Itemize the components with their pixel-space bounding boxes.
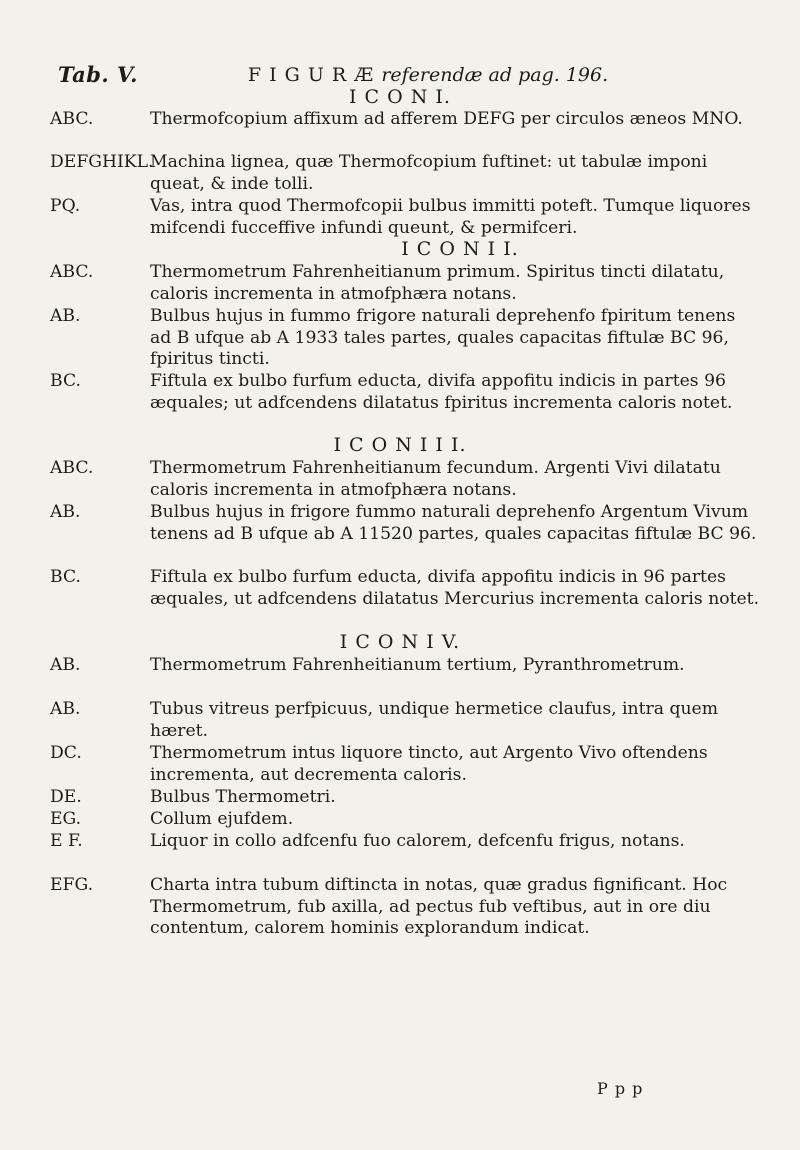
entry-label: ABC. xyxy=(50,458,94,478)
entry-1 xyxy=(50,109,760,131)
icon-heading-3: I C O N I I I. xyxy=(333,434,467,456)
entry-label: PQ. xyxy=(50,196,81,216)
figura-heading xyxy=(28,64,800,86)
entry-6 xyxy=(50,371,760,414)
entry-4 xyxy=(50,262,760,305)
entry-text: Bulbus hujus in fummo frigore naturali deprehenfo fpiritum tenens ad B ufque ab A 1933 tales partes, quales capacitas fiftulæ BC 96, fpiritus tincti. xyxy=(150,306,736,370)
entry-text: Charta intra tubum diftincta in notas, quæ gradus fignificant. Hoc Thermometrum, fub axilla, ad pectus fub veftibus, aut in ore diu contentum, calorem hominis explorandum indicat. xyxy=(150,875,728,939)
entry-label: AB. xyxy=(50,502,81,522)
entry-label: BC. xyxy=(50,371,81,391)
entry-8 xyxy=(50,502,760,545)
entry-text: Thermometrum intus liquore tincto, aut Argento Vivo oftendens incrementa, aut decrementa caloris. xyxy=(150,743,708,785)
entry-text: Collum ejufdem. xyxy=(150,809,294,829)
entry-14 xyxy=(50,809,760,831)
entry-5 xyxy=(50,306,760,371)
entry-text: Liquor in collo adfcenfu fuo calorem, defcenfu frigus, notans. xyxy=(150,831,685,851)
entry-text: Thermometrum Fahrenheitianum tertium, Pyranthrometrum. xyxy=(150,655,685,675)
icon-heading-1: I C O N I. xyxy=(349,86,451,108)
entry-3 xyxy=(50,196,760,239)
entry-text: Thermometrum Fahrenheitianum fecundum. Argenti Vivi dilatatu caloris incrementa in atmofphæra notans. xyxy=(150,458,721,500)
entry-label: BC. xyxy=(50,567,81,587)
entry-label: ABC. xyxy=(50,262,94,282)
entry-label: DE. xyxy=(50,787,82,807)
entry-text: Fiftula ex bulbo furfum educta, divifa appofitu indicis in partes 96 æquales; ut adfcendens dilatatus fpiritus incrementa caloris notet. xyxy=(150,371,733,413)
entry-label: DEFGHIKL. xyxy=(50,152,154,172)
entry-label: AB. xyxy=(50,655,81,675)
entry-9 xyxy=(50,567,760,610)
figura-title: F I G U R Æ xyxy=(247,64,375,86)
icon-heading-2: I C O N I I. xyxy=(401,238,519,260)
entry-text: Tubus vitreus perfpicuus, undique hermetice claufus, intra quem hæret. xyxy=(150,699,719,741)
entry-text: Machina lignea, quæ Thermofcopium fuftinet: ut tabulæ imponi queat, & inde tolli. xyxy=(150,152,708,194)
entry-text: Bulbus Thermometri. xyxy=(150,787,336,807)
entry-16 xyxy=(50,875,760,940)
icon-heading-4: I C O N I V. xyxy=(339,631,461,653)
entry-label: DC. xyxy=(50,743,82,763)
entry-label: EFG. xyxy=(50,875,94,895)
entry-15 xyxy=(50,831,760,853)
entry-label: ABC. xyxy=(50,109,94,129)
entry-text: Thermometrum Fahrenheitianum primum. Spiritus tincti dilatatu, caloris incrementa in atmofphæra notans. xyxy=(150,262,725,304)
figura-reference: referendæ ad pag. 196. xyxy=(381,64,609,86)
entry-10 xyxy=(50,655,760,677)
signature-mark: P p p xyxy=(597,1079,644,1098)
entry-12 xyxy=(50,743,760,786)
entry-11 xyxy=(50,699,760,742)
entry-text: Fiftula ex bulbo furfum educta, divifa appofitu indicis in 96 partes æquales, ut adfcendens dilatatus Mercurius incrementa caloris notet. xyxy=(150,567,760,609)
entry-13 xyxy=(50,787,760,809)
entry-label: E F. xyxy=(50,831,83,851)
entry-label: EG. xyxy=(50,809,82,829)
entry-7 xyxy=(50,458,760,501)
entry-text: Bulbus hujus in frigore fummo naturali deprehenfo Argentum Vivum tenens ad B ufque ab A 11520 partes, quales capacitas fiftulæ BC 96. xyxy=(150,502,757,544)
entry-label: AB. xyxy=(50,699,81,719)
entry-2 xyxy=(50,152,760,195)
plate-label: Tab. V. xyxy=(58,62,138,87)
entry-text: Thermofcopium affixum ad afferem DEFG per circulos æneos MNO. xyxy=(150,109,743,129)
entry-text: Vas, intra quod Thermofcopii bulbus immitti poteft. Tumque liquores mifcendi fucceffive infundi queunt, & permifceri. xyxy=(150,196,751,238)
entry-label: AB. xyxy=(50,306,81,326)
